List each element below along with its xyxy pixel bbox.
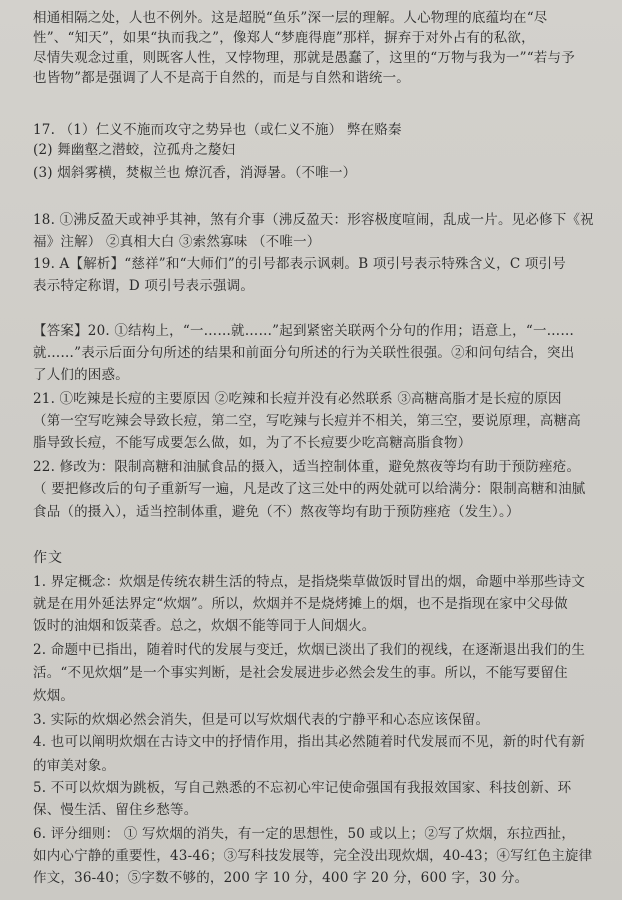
intro-line-2: 性”、“知天”，如果“执而我之”，像郑人“梦鹿得鹿”那样，摒弃于对外占有的私欲，: [33, 30, 535, 46]
essay-line-11: 保、慢生活、留住乡愁等。: [33, 802, 198, 818]
q18-line-1: 18. ①沸反盈天或神乎其神，煞有介事（沸反盈天：形容极度喧闹，乱成一片。见必修下《祝: [33, 212, 594, 228]
q20-line-3: 了人们的困惑。: [33, 367, 129, 383]
essay-line-4: 2. 命题中已指出，随着时代的发展与变迁，炊烟已淡出了我们的视线，在逐渐退出我们的生: [33, 642, 586, 658]
q18-line-2: 福》注解） ②真相大白 ③索然寡味 （不唯一）: [33, 234, 321, 250]
q20-line-2: 就……”表示后面分句所述的结果和前面分句所述的行为关联性很强。②和问句结合，突出: [33, 345, 575, 361]
q17-line-3: (3) 烟斜雾横，焚椒兰也 燎沉香，消溽暑。（不唯一）: [33, 165, 357, 181]
essay-line-6: 炊烟。: [33, 688, 75, 704]
q21-line-1: 21. ①吃辣是长痘的主要原因 ②吃辣和长痘并没有必然联系 ③高糖高脂才是长痘的原因: [33, 391, 562, 407]
q21-line-2: （第一空写吃辣会导致长痘，第二空，写吃辣与长痘并不相关，第三空，要说原理，高糖高: [33, 413, 581, 429]
essay-line-7: 3. 实际的炊烟必然会消失，但是可以写炊烟代表的宁静平和心态应该保留。: [33, 712, 490, 728]
q22-line-1: 22. 修改为：限制高糖和油腻食品的摄入，适当控制体重，避免熬夜等均有助于预防痤疮。: [33, 459, 581, 475]
intro-line-1: 相通相隔之处，人也不例外。这是超脱“鱼乐”深一层的理解。人心物理的底蕴均在“尽: [33, 10, 548, 26]
essay-line-14: 作文，36-40；⑤字数不够的，200 字 10 分，400 字 20 分，600 字，30 分。: [33, 870, 529, 886]
q22-line-2: （ 要把修改后的句子重新写一遍，凡是改了这三处中的两处就可以给满分：限制高糖和油腻: [33, 481, 586, 497]
q19-line-2: 表示特定称谓，D 项引号表示强调。: [33, 278, 255, 294]
essay-line-13: 如内心宁静的重要性，43-46；③写科技发展等，完全没出现炊烟，40-43；④写红色主旋律: [33, 848, 593, 864]
essay-line-1: 1. 界定概念：炊烟是传统农耕生活的特点，是指烧柴草做饭时冒出的烟，命题中举那些诗文: [33, 574, 586, 590]
essay-line-10: 5. 不可以炊烟为跳板，写自己熟悉的不忘初心牢记使命强国有我报效国家、科技创新、环: [33, 780, 572, 796]
essay-line-5: 活。“不见炊烟”是一个事实判断，是社会发展进步必然会发生的事。所以，不能写要留住: [33, 665, 568, 681]
essay-line-2: 就是在用外延法界定“炊烟”。所以，炊烟并不是烧烤摊上的烟，也不是指现在家中父母做: [33, 596, 568, 612]
q17-line-2: (2) 舞幽壑之潜蛟，泣孤舟之嫠妇: [33, 142, 236, 158]
q20-line-1: 【答案】20. ①结构上，“一……就……”起到紧密关联两个分句的作用；语意上，“一……: [33, 323, 575, 339]
q17-line-1: 17. （1）仁义不施而攻守之势异也（或仁义不施） 弊在赂秦: [33, 122, 402, 138]
q22-line-3: 食品（的摄入），适当控制体重，避免（不）熬夜等均有助于预防痤疮（发生）。）: [33, 504, 520, 520]
intro-line-4: 也皆物”都是强调了人不是高于自然的，而是与自然和谐统一。: [33, 70, 411, 86]
essay-line-12: 6. 评分细则： ① 写炊烟的消失，有一定的思想性，50 或以上；②写了炊烟，东拉西扯，: [33, 826, 576, 842]
essay-line-8: 4. 也可以阐明炊烟在古诗文中的抒情作用，指出其必然随着时代发展而不见，新的时代有新: [33, 734, 586, 750]
essay-line-9: 的审美对象。: [33, 758, 116, 774]
essay-heading: 作文: [33, 550, 63, 566]
q19-line-1: 19. A【解析】“慈祥”和“大师们”的引号都表示讽刺。B 项引号表示特殊含义，C 项引号: [33, 256, 566, 272]
essay-line-3: 饭时的油烟和饭菜香。总之，炊烟不能等同于人间烟火。: [33, 618, 376, 634]
q21-line-3: 脂导致长痘，不能写成要怎么做，如，为了不长痘要少吃高糖高脂食物）: [33, 435, 472, 451]
intro-line-3: 尽情失观念过重，则既客人性，又悖物理，那就是愚蠢了，这里的“万物与我为一”“若与予: [33, 50, 575, 66]
